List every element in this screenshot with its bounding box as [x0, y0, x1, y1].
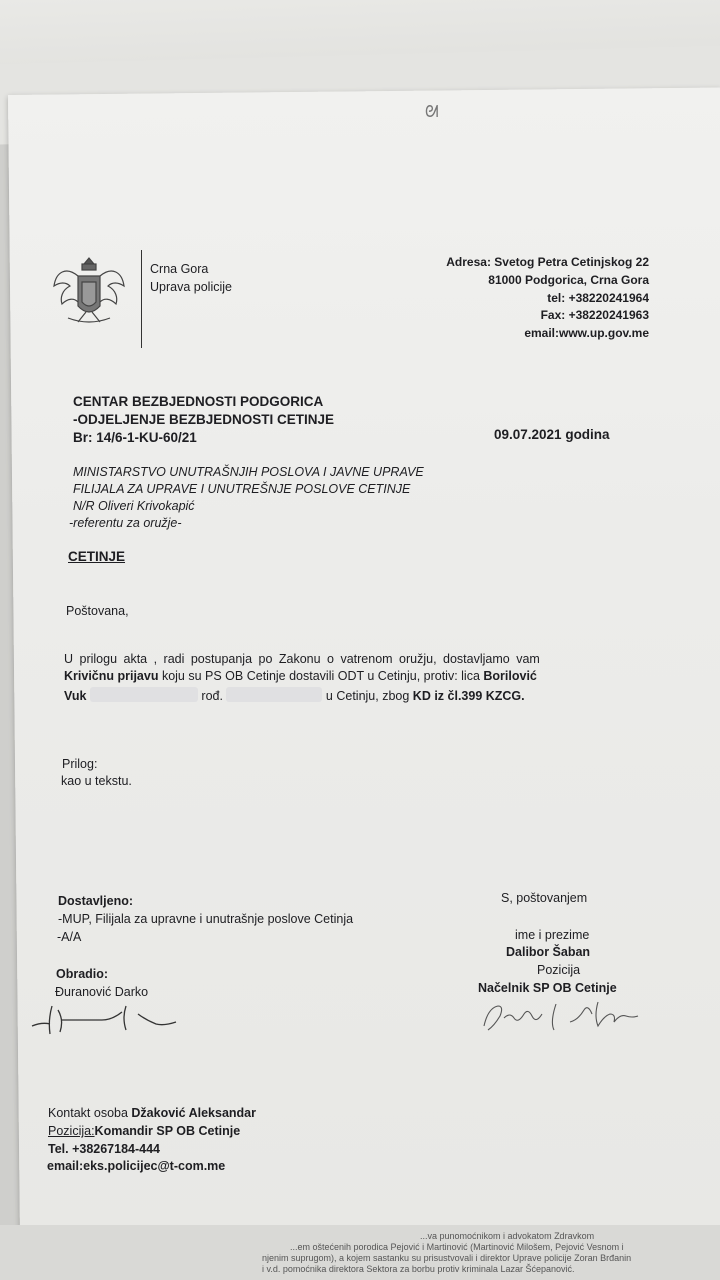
- closing-text: S, poštovanjem: [501, 891, 588, 905]
- contact-tel: Tel. +38267184-444: [48, 1142, 161, 1156]
- signer-position-label: Pozicija: [537, 963, 581, 977]
- sender-line2: -ODJELJENJE BEZBJEDNOSTI CETINJE: [73, 412, 335, 427]
- document-date: 09.07.2021 godina: [494, 427, 610, 442]
- header-divider: [141, 250, 142, 348]
- signer-position: Načelnik SP OB Cetinje: [478, 981, 617, 995]
- underlying-page-strip: [0, 1225, 720, 1280]
- body-suspect-surname: Borilović: [483, 669, 537, 683]
- processor-signature: [28, 998, 188, 1038]
- underlying-text-line0: ...va punomoćnikom i advokatom Zdravkom: [420, 1231, 595, 1241]
- signer-name-label: ime i prezime: [515, 928, 590, 942]
- sender-line1: CENTAR BEZBJEDNOSTI PODGORICA: [73, 394, 324, 409]
- body-line1: U prilogu akta , radi postupanja po Zakonu o vatrenom oružju, dostavljamo vam: [64, 652, 540, 666]
- redacted-block: [90, 687, 198, 702]
- redacted-block: [226, 687, 322, 702]
- handwritten-mark: ᘛ: [425, 104, 439, 121]
- delivered-item2: -A/A: [57, 930, 82, 944]
- processed-label: Obradio:: [56, 967, 109, 981]
- recipient-line3: N/R Oliveri Krivokapić: [73, 499, 195, 513]
- underlying-text-line2: njenim suprugom), a kojem sastanku su prisustvovali i direktor Uprave policije Zoran Brđanin: [262, 1253, 632, 1263]
- body-born-text: rođ.: [197, 689, 227, 703]
- recipient-line4: -referentu za oružje-: [69, 516, 182, 530]
- contact-position-value: Komandir SP OB Cetinje: [94, 1124, 241, 1138]
- body-line2: [64, 669, 537, 683]
- recipient-line1: MINISTARSTVO UNUTRAŠNJIH POSLOVA I JAVNE UPRAVE: [73, 465, 424, 479]
- delivered-item1: -MUP, Filijala za upravne i unutrašnje poslove Cetinja: [58, 912, 354, 926]
- processed-name: Đuranović Darko: [55, 985, 149, 999]
- body-offense: KD iz čl.399 KZCG.: [412, 689, 525, 703]
- body-line3: [64, 687, 525, 703]
- contact-person-label: Kontakt osoba: [48, 1106, 132, 1120]
- recipient-city: CETINJE: [68, 549, 126, 564]
- header-email: email:www.up.gov.me: [524, 326, 649, 340]
- delivered-label: Dostavljeno:: [58, 894, 134, 908]
- contact-person: [48, 1106, 256, 1120]
- header-country: Crna Gora: [150, 262, 209, 276]
- coat-of-arms-icon: [48, 252, 130, 334]
- contact-person-name: Džaković Aleksandar: [131, 1106, 257, 1120]
- document-number: Br: 14/6-1-KU-60/21: [73, 430, 197, 445]
- underlying-text-line3: i v.d. pomoćnika direktora Sektora za borbu protiv kriminala Lazar Šćepanović.: [262, 1264, 575, 1274]
- header-address-line2: 81000 Podgorica, Crna Gora: [488, 273, 649, 287]
- header-fax: Fax: +38220241963: [540, 308, 649, 322]
- header-address-line1: Adresa: Svetog Petra Cetinjskog 22: [446, 255, 649, 269]
- contact-position: [48, 1124, 240, 1138]
- contact-position-label: Pozicija:: [48, 1124, 95, 1138]
- body-line2-text: koju su PS OB Cetinje dostavili ODT u Cetinju, protiv: lica: [158, 669, 484, 683]
- chief-signature: [478, 996, 668, 1036]
- contact-email: email:eks.policijec@t-com.me: [47, 1159, 226, 1173]
- underlying-text-line1: ...em oštećenih porodica Pejović i Martinović (Martinović Milošem, Pejović Vesnom i: [290, 1242, 624, 1252]
- body-place-text: u Cetinju, zbog: [322, 689, 413, 703]
- attachment-label: Prilog:: [62, 757, 98, 771]
- body-suspect-name: Vuk: [64, 689, 87, 703]
- salutation: Poštovana,: [66, 604, 129, 618]
- body-bold-report: Krivičnu prijavu: [64, 669, 159, 683]
- header-tel: tel: +38220241964: [547, 291, 649, 305]
- signer-name: Dalibor Šaban: [506, 945, 591, 959]
- attachment-value: kao u tekstu.: [61, 774, 132, 788]
- header-agency: Uprava policije: [150, 280, 232, 294]
- recipient-line2: FILIJALA ZA UPRAVE I UNUTREŠNJE POSLOVE CETINJE: [73, 482, 411, 496]
